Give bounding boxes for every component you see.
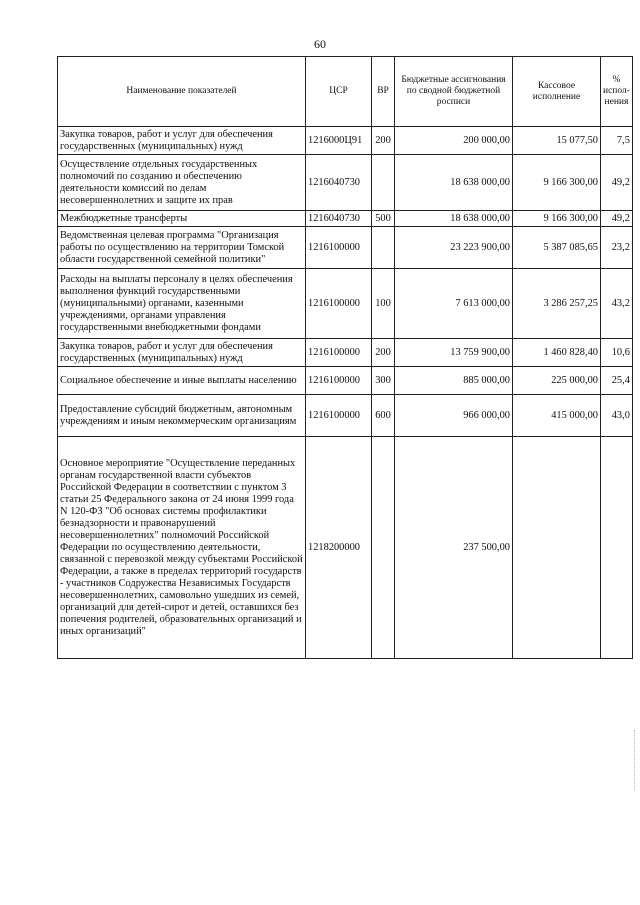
header-csr: ЦСР: [306, 57, 372, 127]
row-cash: 225 000,00: [513, 367, 601, 395]
table-row: [58, 155, 633, 211]
row-vr: 100: [372, 269, 395, 339]
row-vr: [372, 227, 395, 269]
row-assigned: 966 000,00: [395, 395, 513, 437]
row-cash: 9 166 300,00: [513, 155, 601, 211]
table-row: [58, 395, 633, 437]
table-row: [58, 227, 633, 269]
row-name: Основное мероприятие "Осуществление переданных органам государственной власти субъектов Российской Федерации в соответствии с пунктом 3 статьи 25 Федерального закона от 24 июня 1999 года N 120-ФЗ "Об основах системы профилактики безнадзорности и правонарушений несовершеннолетних" полномочий Российской Федерации по осуществлению деятельности, связанной с перевозкой между субъектами Российской Федерации, а также в пределах территорий государств - участников Содружества Независимых Государств несовершеннолетних, самовольно ушедших из семей, организаций для детей-сирот и детей, оставшихся без попечения родителей, образовательных организаций и иных организаций": [58, 437, 306, 659]
row-cash: 415 000,00: [513, 395, 601, 437]
table-row: [58, 211, 633, 227]
row-csr: 1216100000: [306, 227, 372, 269]
row-vr: 500: [372, 211, 395, 227]
row-assigned: 200 000,00: [395, 127, 513, 155]
header-percent: % испол-нения: [601, 57, 633, 127]
row-percent: [601, 437, 633, 659]
row-csr: 1216100000: [306, 339, 372, 367]
row-cash: 5 387 085,65: [513, 227, 601, 269]
row-csr: 1216100000: [306, 367, 372, 395]
row-cash: 3 286 257,25: [513, 269, 601, 339]
row-percent: 49,2: [601, 211, 633, 227]
row-cash: [513, 437, 601, 659]
row-assigned: 13 759 900,00: [395, 339, 513, 367]
table-row: [58, 269, 633, 339]
header-name: Наименование показателей: [58, 57, 306, 127]
table-row: [58, 127, 633, 155]
table-row: [58, 367, 633, 395]
row-percent: 49,2: [601, 155, 633, 211]
row-vr: [372, 155, 395, 211]
table-row: [58, 339, 633, 367]
row-name: Межбюджетные трансферты: [58, 211, 306, 227]
row-name: Закупка товаров, работ и услуг для обеспечения государственных (муниципальных) нужд: [58, 339, 306, 367]
row-percent: 25,4: [601, 367, 633, 395]
table-header-row: [58, 57, 633, 127]
header-cash: Кассовое исполнение: [513, 57, 601, 127]
row-name: Расходы на выплаты персоналу в целях обеспечения выполнения функций государственными (муниципальными) органами, казенными учреждениями, органами управления государственными внебюджетными фондами: [58, 269, 306, 339]
row-vr: 600: [372, 395, 395, 437]
row-name: Социальное обеспечение и иные выплаты населению: [58, 367, 306, 395]
row-percent: 43,2: [601, 269, 633, 339]
row-vr: [372, 437, 395, 659]
row-cash: 1 460 828,40: [513, 339, 601, 367]
row-assigned: 23 223 900,00: [395, 227, 513, 269]
header-assigned: Бюджетные ассигнования по сводной бюджетной росписи: [395, 57, 513, 127]
row-cash: 9 166 300,00: [513, 211, 601, 227]
row-cash: 15 077,50: [513, 127, 601, 155]
row-percent: 23,2: [601, 227, 633, 269]
budget-table: [57, 56, 633, 659]
row-name: Ведомственная целевая программа "Организация работы по осуществлению на территории Томской области государственной семейной политики": [58, 227, 306, 269]
row-percent: 10,6: [601, 339, 633, 367]
row-name: Предоставление субсидий бюджетным, автономным учреждениям и иным некоммерческим организациям: [58, 395, 306, 437]
row-assigned: 885 000,00: [395, 367, 513, 395]
scan-edge-marks: [634, 730, 637, 790]
row-csr: 1216000Ц91: [306, 127, 372, 155]
row-name: Осуществление отдельных государственных полномочий по созданию и обеспечению деятельности комиссий по делам несовершеннолетних и защите их прав: [58, 155, 306, 211]
row-vr: 300: [372, 367, 395, 395]
page-number: 60: [314, 37, 326, 51]
row-csr: 1216100000: [306, 395, 372, 437]
row-assigned: 7 613 000,00: [395, 269, 513, 339]
row-csr: 1216040730: [306, 211, 372, 227]
row-assigned: 18 638 000,00: [395, 155, 513, 211]
row-csr: 1216040730: [306, 155, 372, 211]
row-assigned: 18 638 000,00: [395, 211, 513, 227]
row-csr: 1216100000: [306, 269, 372, 339]
row-assigned: 237 500,00: [395, 437, 513, 659]
row-name: Закупка товаров, работ и услуг для обеспечения государственных (муниципальных) нужд: [58, 127, 306, 155]
row-csr: 1218200000: [306, 437, 372, 659]
header-vr: ВР: [372, 57, 395, 127]
row-percent: 43,0: [601, 395, 633, 437]
row-vr: 200: [372, 339, 395, 367]
table-row: [58, 437, 633, 659]
row-vr: 200: [372, 127, 395, 155]
row-percent: 7,5: [601, 127, 633, 155]
